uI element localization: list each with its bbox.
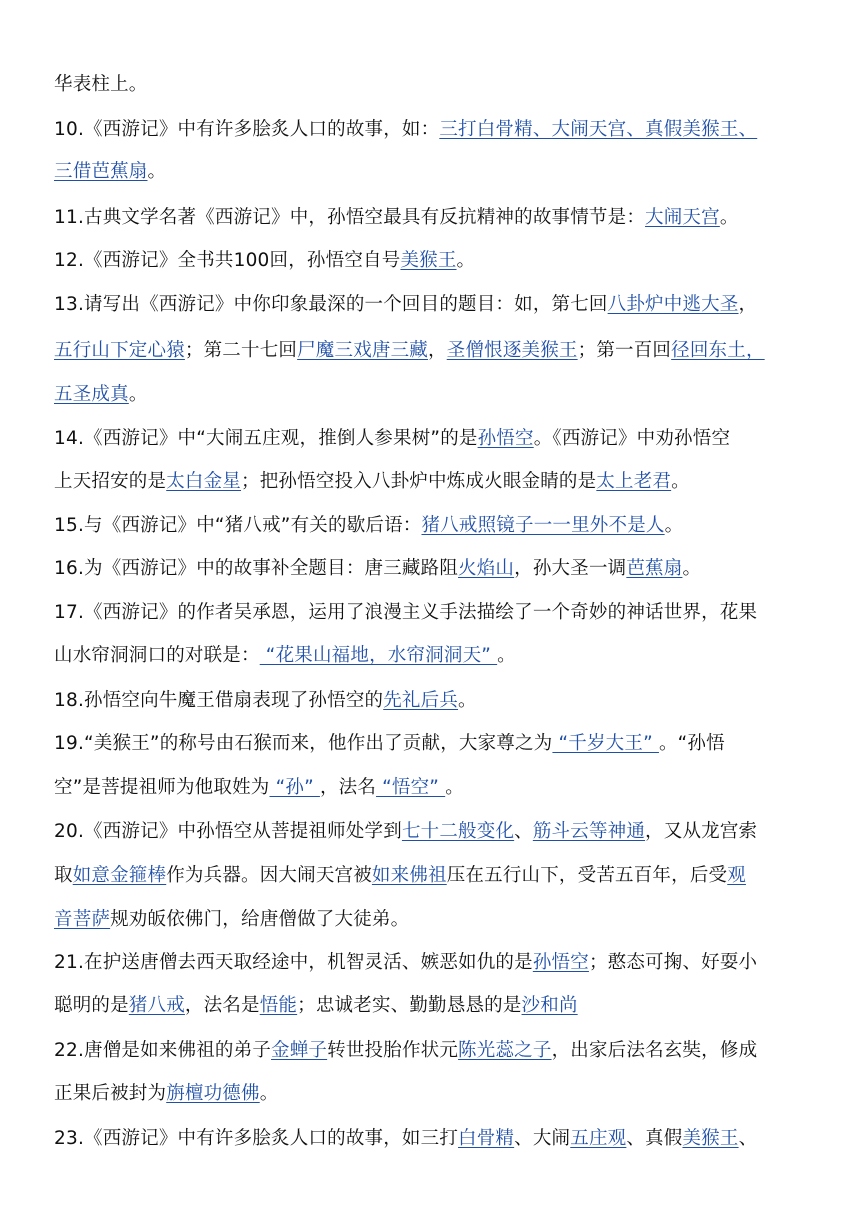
answer-text: 旃檀功德佛 (166, 1083, 260, 1104)
answer-text: 八卦炉中逃大圣 (607, 294, 739, 315)
question-text: 作为兵器。因大闹天宫被 (166, 865, 372, 886)
text-line (54, 817, 825, 847)
text-line (54, 554, 825, 584)
question-text: 。《西游记》中劝孙悟空 (533, 428, 731, 449)
question-text: 14.《西游记》中“大闹五庄观，推倒人参果树”的是 (54, 428, 478, 449)
question-text: 23.《西游记》中有许多脍炙人口的故事，如三打 (54, 1128, 459, 1149)
question-text: 取 (54, 865, 73, 886)
answer-text: 尸魔三戏唐三藏 (297, 340, 429, 361)
answer-text: 美猴王 (682, 1128, 739, 1149)
text-line (54, 246, 825, 276)
text-line (54, 70, 825, 100)
answer-text: 沙和尚 (521, 995, 578, 1016)
answer-text: 先礼后兵 (383, 690, 459, 711)
question-text: ，法名是 (184, 995, 260, 1016)
answer-text: 圣僧恨逐美猴王 (446, 340, 578, 361)
question-text: ， (428, 340, 447, 361)
question-text: 。 (664, 515, 684, 536)
answer-text: 径回东土， (671, 340, 765, 361)
question-text: ，法名 (319, 777, 377, 798)
answer-text: 如来佛祖 (371, 865, 447, 886)
question-text: 、大闹 (514, 1128, 571, 1149)
question-text: 10.《西游记》中有许多脍炙人口的故事，如： (54, 119, 440, 140)
question-text: 。 (128, 384, 148, 405)
text-line (54, 773, 825, 803)
question-text: 山水帘洞洞口的对联是： (54, 645, 260, 666)
answer-text: 大闹天宫 (645, 207, 720, 228)
question-text: ，又从龙宫索 (645, 821, 758, 842)
answer-text: 太上老君 (596, 471, 672, 492)
answer-text: 金蝉子 (271, 1040, 328, 1061)
answer-text: 孙悟空 (477, 428, 534, 449)
text-line (54, 1079, 825, 1109)
question-text: 。“孙悟 (658, 733, 725, 754)
answer-text: 五圣成真 (54, 384, 129, 405)
answer-text: 如意金箍棒 (72, 865, 167, 886)
question-text: ；把孙悟空投入八卦炉中炼成火眼金睛的是 (241, 471, 597, 492)
answer-text: 火焰山 (458, 558, 515, 579)
question-text: 17.《西游记》的作者吴承恩，运用了浪漫主义手法描绘了一个奇妙的神话世界，花果 (54, 602, 758, 623)
question-text: 。 (456, 250, 476, 271)
text-line (54, 905, 825, 935)
question-text: 规劝皈依佛门，给唐僧做了大徒弟。 (110, 909, 410, 930)
question-text: 19.“美猴王”的称号由石猴而来，他作出了贡献，大家尊之为 (54, 733, 553, 754)
question-text: ；憨态可掬、好耍小 (588, 952, 758, 973)
answer-text: 五行山下定心猿 (54, 340, 185, 361)
answer-text: 美猴王 (400, 250, 457, 271)
answer-text: 筋斗云等神通 (532, 821, 646, 842)
question-text: ；第一百回 (577, 340, 672, 361)
question-text: 。 (671, 471, 690, 492)
question-text: 。 (682, 558, 702, 579)
answer-text: 白骨精 (458, 1128, 515, 1149)
text-line (54, 1124, 825, 1154)
answer-text: 五庄观 (570, 1128, 627, 1149)
answer-text: “花果山福地，水帘洞洞天” (259, 645, 498, 666)
answer-text: “孙” (269, 777, 320, 798)
text-line (54, 598, 825, 628)
answer-text: 悟能 (259, 995, 298, 1016)
text-line (54, 861, 825, 891)
text-line (54, 686, 825, 716)
question-text: 18.孙悟空向牛魔王借扇表现了孙悟空的 (54, 690, 384, 711)
text-line (54, 511, 825, 541)
answer-text: 三打白骨精、大闹天宫、真假美猴王、 (439, 119, 758, 140)
question-text: 华表柱上。 (54, 74, 148, 95)
question-text: 转世投胎作状元 (327, 1040, 459, 1061)
question-text: 、 (738, 1128, 758, 1149)
text-line (54, 424, 825, 454)
question-text: 上天招安的是 (54, 471, 167, 492)
answer-text: 猪八戒照镜子一一里外不是人 (421, 515, 665, 536)
answer-text: “悟空” (376, 777, 446, 798)
question-text: 压在五行山下，受苦五百年，后受 (446, 865, 728, 886)
question-text: 正果后被封为 (54, 1083, 167, 1104)
text-line (54, 467, 825, 497)
question-text: 、真假 (626, 1128, 683, 1149)
answer-text: 陈光蕊之子 (458, 1040, 552, 1061)
text-line (54, 157, 825, 187)
text-line (54, 380, 825, 410)
answer-text: “千岁大王” (552, 733, 659, 754)
answer-text: 芭蕉扇 (626, 558, 683, 579)
text-line (54, 948, 825, 978)
text-line (54, 1036, 825, 1066)
answer-text: 太白金星 (166, 471, 242, 492)
question-text: 。 (497, 645, 516, 666)
question-text: 空”是菩提祖师为他取姓为 (54, 777, 270, 798)
answer-text: 孙悟空 (532, 952, 589, 973)
question-text: 13.请写出《西游记》中你印象最深的一个回目的题目：如，第七回 (54, 294, 608, 315)
question-text: 聪明的是 (54, 995, 129, 1016)
question-text: 21.在护送唐僧去西天取经途中，机智灵活、嫉恶如仇的是 (54, 952, 533, 973)
question-text: ；第二十七回 (184, 340, 298, 361)
answer-text: 猪八戒 (128, 995, 185, 1016)
question-text: ，孙大圣一调 (514, 558, 627, 579)
question-text: 20.《西游记》中孙悟空从菩提祖师处学到 (54, 821, 402, 842)
question-text: ；忠诚老实、勤勤恳恳的是 (297, 995, 522, 1016)
answer-text: 音菩萨 (54, 909, 111, 930)
answer-text: 七十二般变化 (401, 821, 515, 842)
question-text: ，出家后法名玄奘，修成 (551, 1040, 758, 1061)
question-text: 。 (719, 207, 739, 228)
answer-text: 观 (727, 865, 746, 886)
question-text: 11.古典文学名著《西游记》中，孙悟空最具有反抗精神的故事情节是： (54, 207, 646, 228)
question-text: ， (738, 294, 758, 315)
text-line (54, 991, 825, 1021)
question-text: 。 (259, 1083, 279, 1104)
text-line (54, 641, 825, 671)
question-text: 、 (514, 821, 533, 842)
question-text: 22.唐僧是如来佛祖的弟子 (54, 1040, 272, 1061)
answer-text: 三借芭蕉扇 (54, 161, 148, 182)
text-line (54, 203, 825, 233)
text-line (54, 115, 825, 145)
question-text: 。 (458, 690, 477, 711)
text-line (54, 290, 825, 320)
question-text: 。 (445, 777, 464, 798)
text-line (54, 336, 825, 366)
text-line (54, 729, 825, 759)
question-text: 12.《西游记》全书共100回，孙悟空自号 (54, 250, 401, 271)
question-text: 16.为《西游记》中的故事补全题目：唐三藏路阻 (54, 558, 459, 579)
question-text: 。 (147, 161, 167, 182)
question-text: 15.与《西游记》中“猪八戒”有关的歇后语： (54, 515, 422, 536)
